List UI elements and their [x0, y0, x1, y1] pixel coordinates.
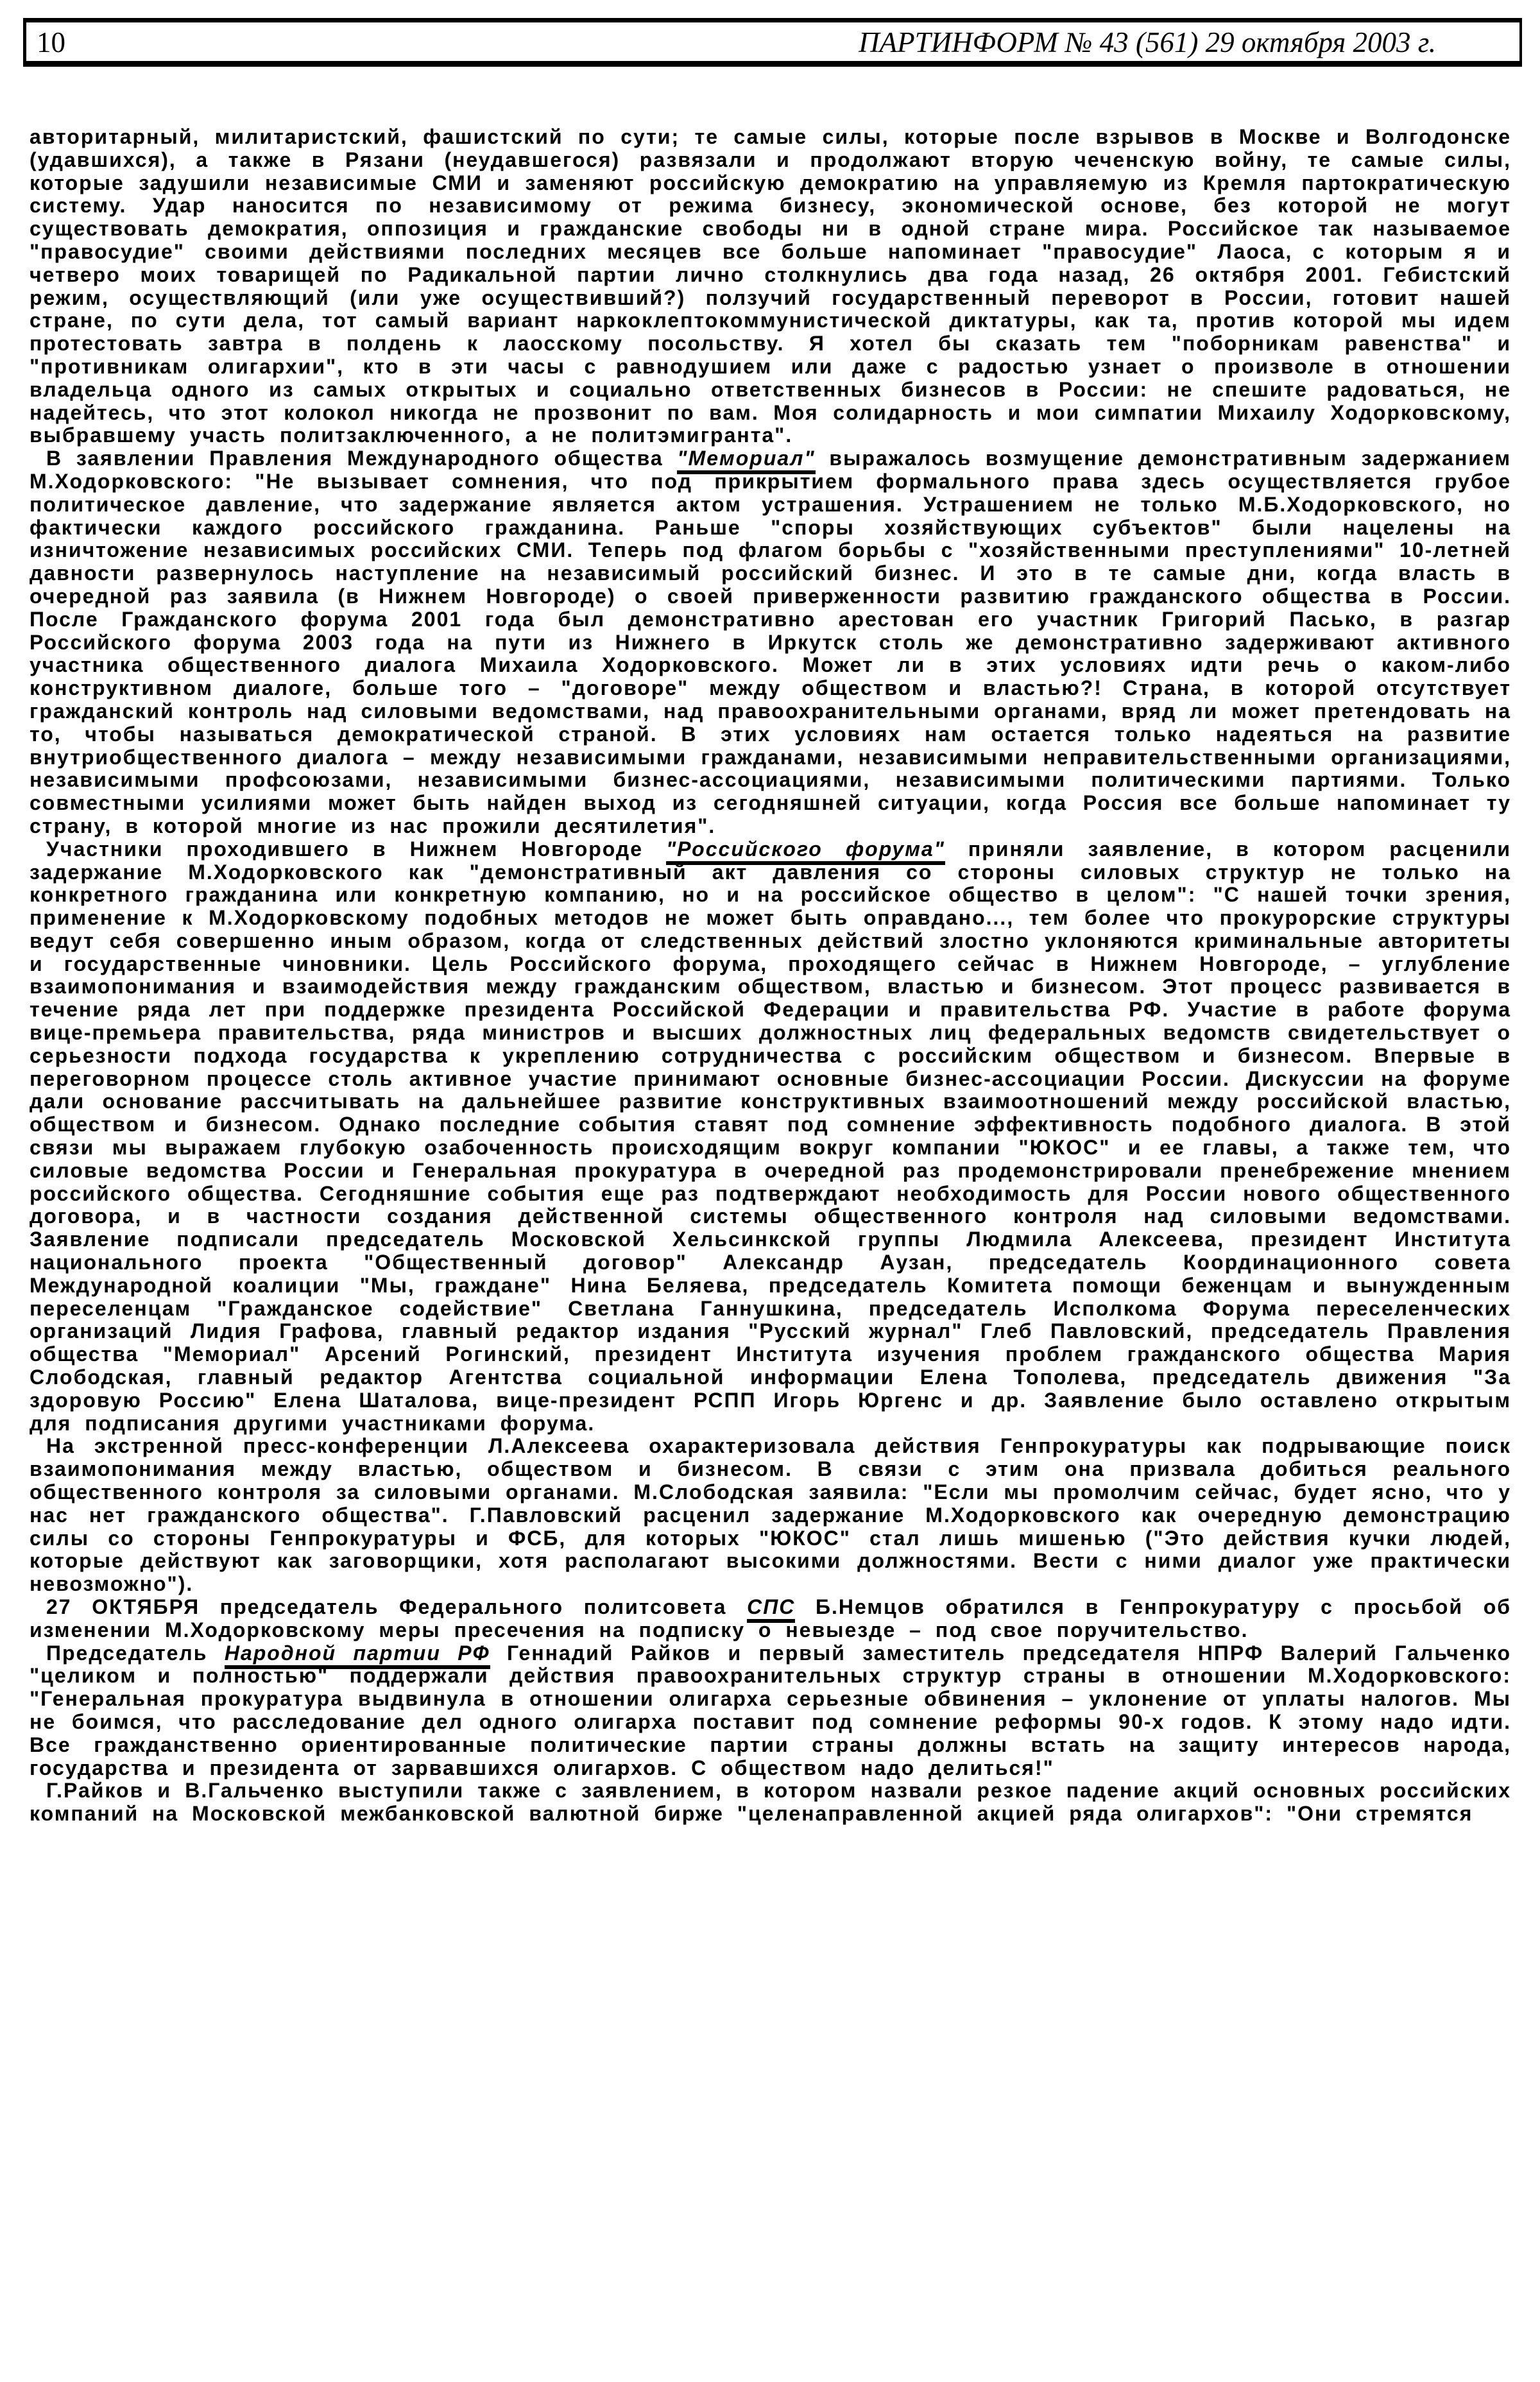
paragraph: [30, 1435, 1511, 1596]
paragraph: [30, 838, 1511, 1435]
text-segment: Участники проходившего в Нижнем Новгороде: [46, 837, 667, 861]
text-segment: Геннадий Райков и первый заместитель председателя НПРФ Валерий Гальченко "целиком и полностью" поддержали действия правоохранительных структур страны в отношении М.Ходорковского: "Генеральная прокуратура выдвинула в отношении олигарха серьезные обвинения – уклонение от уплаты налогов. Мы не боимся, что расследование дел одного олигарха поставит под сомнение реформы 90-х годов. К этому надо идти. Все гражданственно ориентированные политические партии страны должны встать на защиту интересов народа, государства и президента от зарвавшихся олигархов. С обществом надо делиться!": [30, 1641, 1512, 1779]
text-segment: В заявлении Правления Международного общества: [46, 447, 678, 470]
text-segment: выражалось возмущение демонстративным задержанием М.Ходорковского: "Не вызывает сомнения, что под прикрытием формального права здесь осуществляется грубое политическое давление, что задержание является актом устрашения. Устрашением не только М.Б.Ходорковского, но фактически каждого российского гражданина. Раньше "споры хозяйствующих субъектов" были нацелены на изничтожение независимых российских СМИ. Теперь под флагом борьбы с "хозяйственными преступлениями" 10-летней давности развернулось наступление на независимый российский бизнес. И это в те самые дни, когда власть в очередной раз заявила (в Нижнем Новгороде) о своей приверженности развитию гражданского общества в России. После Гражданского форума 2001 года был демонстративно арестован его участник Григорий Пасько, в разгар Российского форума 2003 года на пути из Нижнего в Иркутск столь же демонстративно задерживают активного участника общественного диалога Михаила Ходорковского. Может ли в этих условиях идти речь о каком-либо конструктивном диалоге, больше того – "договоре" между обществом и властью?! Страна, в которой отсутствует гражданский контроль над силовыми ведомствами, над правоохранительными органами, вряд ли может претендовать на то, чтобы называться демократической страной. В этих условиях нам остается только надеяться на развитие внутриобщественного диалога – между независимыми гражданами, независимыми неправительственными организациями, независимыми профсоюзами, независимыми бизнес-ассоциациями, независимыми политическими партиями. Только совместными усилиями может быть найден выход из сегодняшней ситуации, когда Россия все больше напоминает ту страну, в которой многие из нас прожили десятилетия".: [30, 447, 1511, 837]
paragraph: [30, 1779, 1511, 1826]
text-segment: авторитарный, милитаристский, фашистский по сути; те самые силы, которые после взрывов в Москве и Волгодонске (удавшихся), а также в Рязани (неудавшегося) развязали и продолжают вторую чеченскую войну, те самые силы, которые задушили независимые СМИ и заменяют российскую демократию на управляемую из Кремля партократическую систему. Удар наносится по независимому от режима бизнесу, экономической основе, без которой не могут существовать демократия, оппозиция и гражданские свободы ни в одной стране мира. Российское так называемое "правосудие" своими действиями последних месяцев все больше напоминает "правосудие" Лаоса, с которым я и четверо моих товарищей по Радикальной партии лично столкнулись два года назад, 26 октября 2001. Гебистский режим, осуществляющий (или уже осуществивший?) ползучий государственный переворот в России, готовит нашей стране, по сути дела, тот самый вариант наркоклептокоммунистической диктатуры, как та, против которой мы идем протестовать завтра в полдень к лаосскому посольству. Я хотел бы сказать тем "поборникам равенства" и "противникам олигархии", кто в эти часы с равнодушием или даже с радостью узнает о произволе в отношении владельца одного из самых открытых и социально ответственных бизнесов в России: не спешите радоваться, не надейтесь, что этот колокол никогда не прозвонит по вам. Моя солидарность и мои симпатии Михаилу Ходорковскому, выбравшему участь политзаключенного, а не политэмигранта".: [30, 125, 1511, 447]
emphasized-name: "Российского форума": [666, 837, 945, 865]
emphasized-name: СПС: [747, 1595, 795, 1623]
text-segment: Б.Немцов обратился в Генпрокуратуру с просьбой об изменении М.Ходорковскому меры пресечения на подписку о невыезде – под свое поручительство.: [30, 1595, 1512, 1641]
text-segment: Г.Райков и В.Гальченко выступили также с заявлением, в котором назвали резкое падение акций основных российских компаний на Московской межбанковской валютной бирже "целенаправленной акцией ряда олигархов": "Они стремятся: [30, 1779, 1511, 1826]
text-segment: 27 ОКТЯБРЯ председатель Федерального политсовета: [46, 1595, 748, 1618]
page-number: 10: [37, 26, 65, 58]
paragraph: [30, 447, 1511, 838]
text-segment: приняли заявление, в котором расценили задержание М.Ходорковского как "демонстративный акт давления со стороны силовых структур не только на конкретного гражданина или конкретную компанию, но и на российское общество в целом": "С нашей точки зрения, применение к М.Ходорковскому подобных методов не может быть оправдано..., тем более что прокурорские структуры ведут себя совершенно иным образом, когда от следственных действий злостно уклоняются криминальные авторитеты и государственные чиновники. Цель Российского форума, проходящего сейчас в Нижнем Новгороде, – углубление взаимопонимания и взаимодействия между гражданским обществом, властью и бизнесом. Этот процесс развивается в течение ряда лет при поддержке президента Российской Федерации и правительства РФ. Участие в работе форума вице-премьера правительства, ряда министров и высших должностных лиц федеральных ведомств свидетельствует о серьезности подхода государства к укреплению сотрудничества с российским обществом и бизнесом. Впервые в переговорном процессе столь активное участие принимают основные бизнес-ассоциации России. Дискуссии на форуме дали основание рассчитывать на дальнейшее развитие конструктивных взаимоотношений между российской властью, обществом и бизнесом. Однако последние события ставят под сомнение эффективность подобного диалога. В этой связи мы выражаем глубокую озабоченность происходящим вокруг компании "ЮКОС" и ее главы, а также тем, что силовые ведомства России и Генеральная прокуратура в очередной раз продемонстрировали пренебрежение мнением российского общества. Сегодняшние события еще раз подтверждают необходимость для России нового общественного договора, и в частности создания действенной системы общественного контроля над силовыми ведомствами. Заявление подписали председатель Московской Хельсинкской группы Людмила Алексеева, президент Института национального проекта "Общественный договор" Александр Аузан, председатель Координационного совета Международной коалиции "Мы, граждане" Нина Беляева, председатель Комитета помощи беженцам и вынужденным переселенцам "Гражданское содействие" Светлана Ганнушкина, председатель Исполкома Форума переселенческих организаций Лидия Графова, главный редактор издания "Русский журнал" Глеб Павловский, председатель Правления общества "Мемориал" Арсений Рогинский, президент Института изучения проблем гражданского общества Мария Слободская, главный редактор Агентства социальной информации Елена Тополева, председатель движения "За здоровую Россию" Елена Шаталова, вице-президент РСПП Игорь Юргенс и др. Заявление было оставлено открытым для подписания другими участниками форума.: [30, 837, 1511, 1435]
emphasized-name: "Мемориал": [677, 447, 815, 474]
page-header: [23, 18, 1522, 67]
paragraph: [30, 1642, 1511, 1780]
article-body: [30, 126, 1511, 1826]
paragraph: [30, 1596, 1511, 1642]
paragraph: [30, 126, 1511, 447]
newsletter-title: ПАРТИНФОРМ № 43 (561) 29 октября 2003 г.: [859, 26, 1436, 58]
text-segment: Председатель: [46, 1641, 225, 1665]
emphasized-name: Народной партии РФ: [225, 1641, 490, 1669]
text-segment: На экстренной пресс-конференции Л.Алексеева охарактеризовала действия Генпрокуратуры как подрывающие поиск взаимопонимания между властью, обществом и бизнесом. В связи с этим она призвала добиться реального общественного контроля за силовыми органами. М.Слободская заявила: "Если мы промолчим сейчас, будет ясно, что у нас нет гражданского общества". Г.Павловский расценил задержание М.Ходорковского как очередную демонстрацию силы со стороны Генпрокуратуры и ФСБ, для которых "ЮКОС" стал лишь мишенью ("Это действия кучки людей, которые действуют как заговорщики, хотя располагают высокими должностями. Вести с ними диалог уже практически невозможно").: [30, 1434, 1511, 1596]
